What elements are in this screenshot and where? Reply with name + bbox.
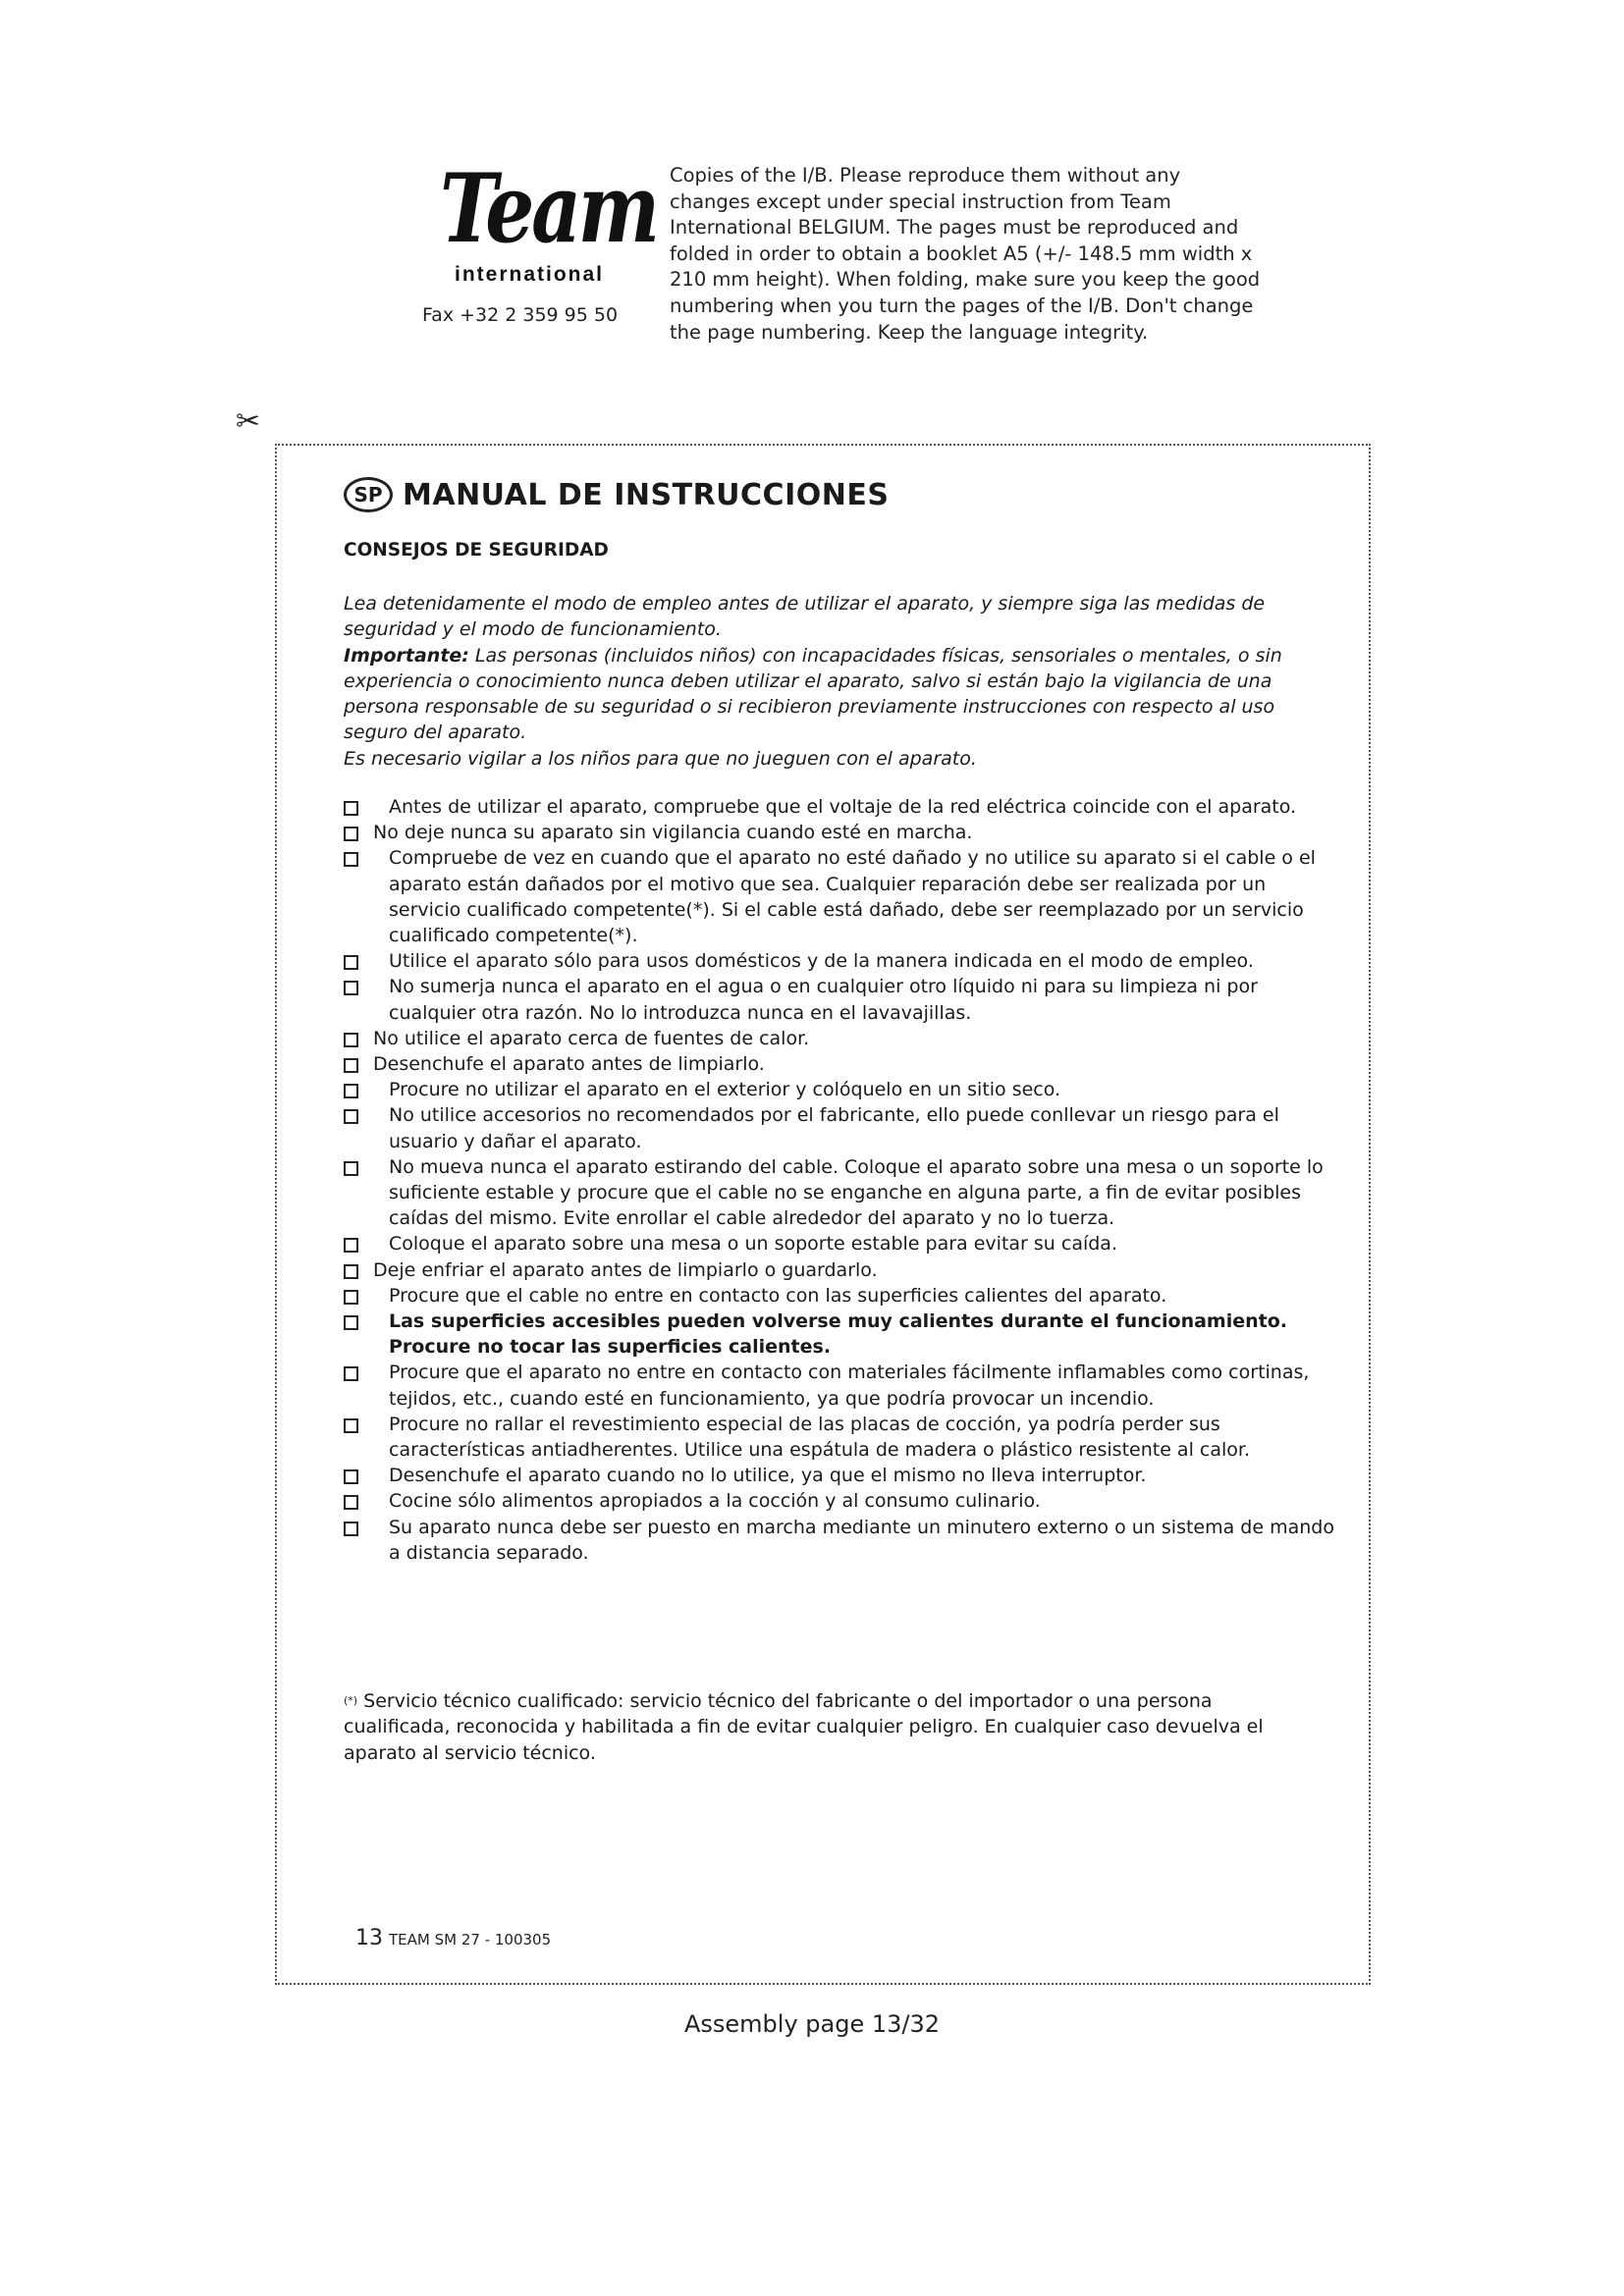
checkbox-bullet-icon — [344, 1109, 358, 1124]
assembly-page-label: Assembly page 13/32 — [683, 2010, 941, 2038]
header-line: changes except under special instruction from Team — [670, 189, 1171, 213]
header-instructions — [670, 163, 1308, 346]
children-warning: Es necesario vigilar a los niños para que no jueguen con el aparato. — [344, 747, 977, 770]
checkbox-bullet-icon — [344, 981, 358, 995]
list-item: Antes de utilizar el aparato, compruebe que el voltaje de la red eléctrica coincide con el aparato. — [344, 794, 1335, 820]
page-number: 13 — [355, 1926, 383, 1950]
checkbox-bullet-icon — [344, 1033, 358, 1047]
safety-rules-list — [344, 794, 1335, 1566]
list-item: Su aparato nunca debe ser puesto en marcha mediante un minutero externo o un sistema de mando a distancia separado. — [344, 1515, 1335, 1566]
page-footer — [355, 1926, 551, 1950]
footnote-mark: (*) — [344, 1694, 358, 1707]
checkbox-bullet-icon — [344, 1495, 358, 1510]
header-line: 210 mm height). When folding, make sure you keep the good — [670, 268, 1261, 292]
header-line: Copies of the I/B. Please reproduce them without any — [670, 164, 1181, 187]
checkbox-bullet-icon — [344, 1290, 358, 1305]
list-item: Cocine sólo alimentos apropiados a la cocción y al consumo culinario. — [344, 1488, 1335, 1514]
checkbox-bullet-icon — [344, 1366, 358, 1381]
intro-paragraph: Lea detenidamente el modo de empleo antes de utilizar el aparato, y siempre siga las medidas de seguridad y el modo de funcionamiento. — [344, 593, 1266, 641]
manual-heading — [344, 473, 889, 516]
logo-subtitle: international — [455, 263, 605, 286]
checkbox-bullet-icon — [344, 1058, 358, 1073]
list-item: Utilice el aparato sólo para usos domésticos y de la manera indicada en el modo de empleo. — [344, 948, 1335, 974]
list-item: Procure que el aparato no entre en contacto con materiales fácilmente inflamables como cortinas, tejidos, etc., cuando esté en funcionamiento, ya que podría provocar un incendio. — [344, 1360, 1335, 1411]
checkbox-bullet-icon — [344, 1084, 358, 1098]
logo-wordmark: Team — [440, 153, 657, 264]
header-line: numbering when you turn the pages of the I/B. Don't change — [670, 294, 1254, 317]
list-item: Las superficies accesibles pueden volverse muy calientes durante el funcionamiento. Procure no tocar las superficies calientes. — [344, 1308, 1335, 1360]
checkbox-bullet-icon — [344, 1238, 358, 1253]
important-label: Importante: — [344, 644, 469, 667]
section-title: CONSEJOS DE SEGURIDAD — [344, 540, 609, 561]
checkbox-bullet-icon — [344, 1418, 358, 1433]
checkbox-bullet-icon — [344, 1315, 358, 1330]
checkbox-bullet-icon — [344, 1264, 358, 1279]
checkbox-bullet-icon — [344, 827, 358, 841]
list-item: Desenchufe el aparato antes de limpiarlo. — [344, 1051, 1335, 1077]
list-item: No mueva nunca el aparato estirando del cable. Coloque el aparato sobre una mesa o un soporte lo suficiente estable y procure que el cable no se enganche en alguna parte, a fin de evitar posibles caídas del mismo. Evite enrollar el cable alrededor del aparato y no lo tuerza. — [344, 1154, 1335, 1232]
footnote-text: Servicio técnico cualificado: servicio técnico del fabricante o del importador o una persona cualificada, reconocida y habilitada a fin de evitar cualquier peligro. En cualquier caso devuelva el aparato al servicio técnico. — [344, 1690, 1264, 1764]
list-item: Compruebe de vez en cuando que el aparato no esté dañado y no utilice su aparato si el cable o el aparato están dañados por el motivo que sea. Cualquier reparación debe ser realizada por un servicio cualificado competente(*). Si el cable está dañado, debe ser reemplazado por un servicio cualificado competente(*). — [344, 845, 1335, 948]
list-item: No sumerja nunca el aparato en el agua o en cualquier otro líquido ni para su limpieza ni por cualquier otra razón. No lo introduzca nunca en el lavavajillas. — [344, 974, 1335, 1025]
checkbox-bullet-icon — [344, 852, 358, 867]
list-item: Desenchufe el aparato cuando no lo utilice, ya que el mismo no lleva interruptor. — [344, 1463, 1335, 1488]
manual-title: MANUAL DE INSTRUCCIONES — [403, 477, 890, 512]
header-line: International BELGIUM. The pages must be reproduced and — [670, 216, 1239, 240]
checkbox-bullet-icon — [344, 1161, 358, 1176]
checkbox-bullet-icon — [344, 1469, 358, 1484]
header-line: folded in order to obtain a booklet A5 (+/- 148.5 mm width x — [670, 241, 1253, 265]
list-item: Procure no rallar el revestimiento especial de las placas de cocción, ya podría perder sus características antiadherentes. Utilice una espátula de madera o plástico resistente al calor. — [344, 1412, 1335, 1463]
checkbox-bullet-icon — [344, 801, 358, 816]
fax-number: Fax +32 2 359 95 50 — [422, 304, 619, 326]
product-code: TEAM SM 27 - 100305 — [389, 1931, 552, 1949]
list-item: No deje nunca su aparato sin vigilancia cuando esté en marcha. — [344, 820, 1335, 845]
list-item: Procure no utilizar el aparato en el exterior y colóquelo en un sitio seco. — [344, 1077, 1335, 1102]
list-item: Procure que el cable no entre en contacto con las superficies calientes del aparato. — [344, 1283, 1335, 1308]
team-international-logo — [410, 153, 657, 293]
language-badge: SP — [344, 477, 393, 512]
list-item: No utilice el aparato cerca de fuentes de calor. — [344, 1026, 1335, 1051]
service-footnote — [344, 1688, 1306, 1766]
important-text: Las personas (incluidos niños) con incapacidades físicas, sensoriales o mentales, o sin experiencia o conocimiento nunca deben utilizar el aparato, salvo si están bajo la vigilancia de una persona responsable de su seguridad o si recibieron previamente instrucciones con respecto al uso seguro del aparato. — [344, 644, 1282, 744]
list-item: Coloque el aparato sobre una mesa o un soporte estable para evitar su caída. — [344, 1231, 1335, 1256]
important-paragraph — [344, 643, 1326, 746]
header-line: the page numbering. Keep the language integrity. — [670, 320, 1149, 344]
checkbox-bullet-icon — [344, 955, 358, 970]
list-item: No utilice accesorios no recomendados por el fabricante, ello puede conllevar un riesgo para el usuario y dañar el aparato. — [344, 1102, 1335, 1153]
list-item: Deje enfriar el aparato antes de limpiarlo o guardarlo. — [344, 1257, 1335, 1283]
intro-text — [344, 591, 1326, 772]
checkbox-bullet-icon — [344, 1522, 358, 1536]
scissors-icon: ✂ — [236, 404, 261, 439]
